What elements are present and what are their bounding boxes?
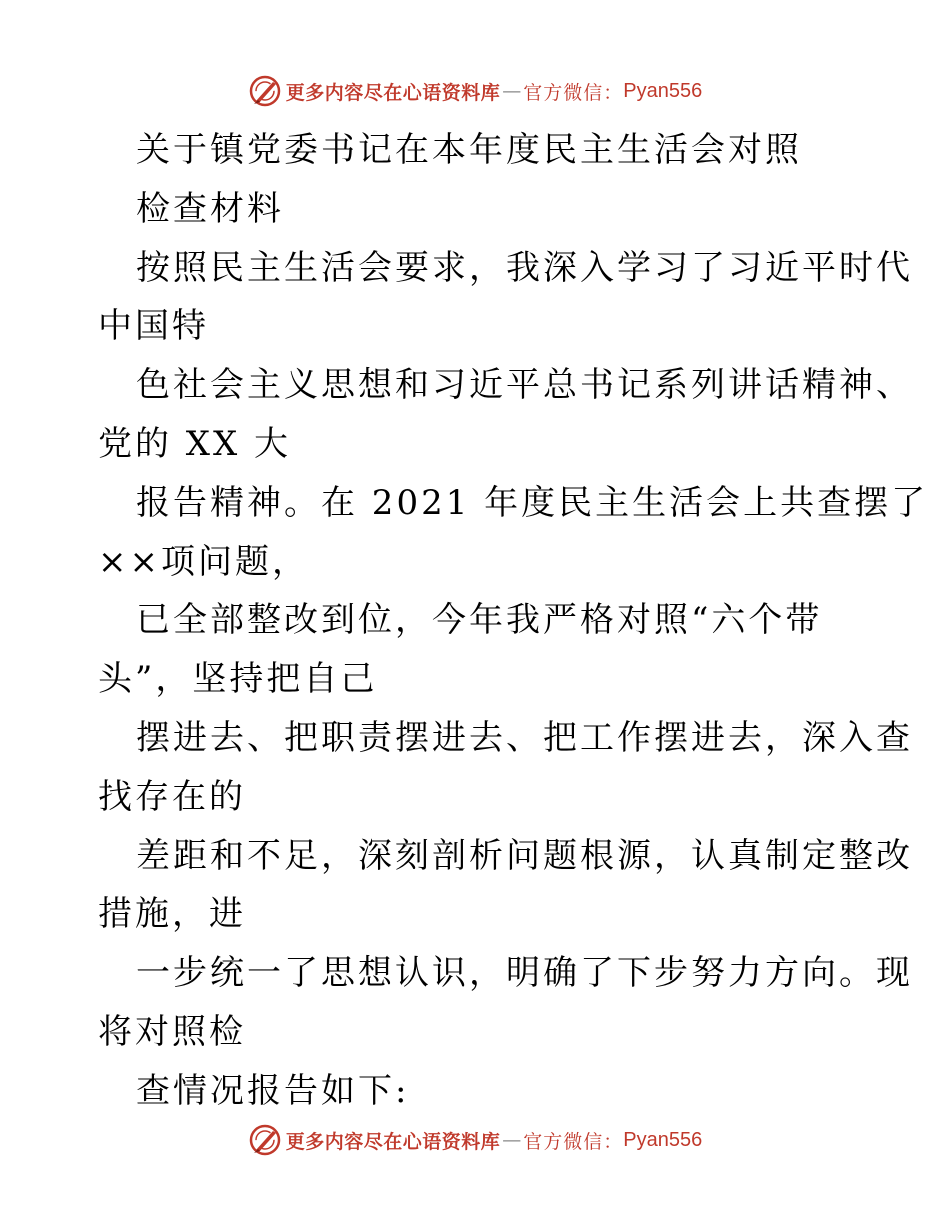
document-title-line-2: 检查材料 [136,188,284,229]
paragraph-line: 措施，进 [98,894,246,935]
paragraph-line: 已全部整改到位，今年我严格对照“六个带 [136,600,823,641]
paragraph-line: 摆进去、把职责摆进去、把工作摆进去，深入查 [136,717,913,758]
watermark-main-text: 更多内容尽在心语资料库 [285,81,501,104]
brush-circle-logo-icon [248,74,282,108]
watermark-wechat-label: 官方微信： [523,1130,624,1153]
paragraph-line: 找存在的 [98,776,246,817]
paragraph-line: 差距和不足，深刻剖析问题根源，认真制定整改 [136,835,913,876]
watermark-header [0,71,950,111]
paragraph-line: 按照民主生活会要求，我深入学习了习近平时代 [136,247,913,288]
paragraph-line: 一步统一了思想认识，明确了下步努力方向。现 [136,953,913,994]
paragraph-line: 查情况报告如下: [136,1070,410,1111]
paragraph-line: 将对照检 [98,1011,246,1052]
watermark-dash: — [502,1129,522,1151]
watermark-wechat-id: Pyan556 [623,79,703,102]
paragraph-line: 色社会主义思想和习近平总书记系列讲话精神、 [136,365,913,406]
watermark-dash: — [502,80,522,102]
watermark-wechat-label: 官方微信： [523,81,624,104]
watermark-footer [0,1120,950,1160]
paragraph-line: 党的 XX 大 [98,423,292,464]
document-title-line-1: 关于镇党委书记在本年度民主生活会对照 [136,130,802,170]
document-body [0,121,950,1121]
watermark-main-text: 更多内容尽在心语资料库 [285,1130,501,1153]
paragraph-line: 头”，坚持把自己 [98,659,378,700]
paragraph-line: ××项问题， [98,541,309,582]
watermark-wechat-id: Pyan556 [623,1128,703,1151]
paragraph-line: 报告精神。在 2021 年度民主生活会上共查摆了 [136,482,929,523]
brush-circle-logo-icon [248,1123,282,1157]
paragraph-line: 中国特 [98,306,209,347]
